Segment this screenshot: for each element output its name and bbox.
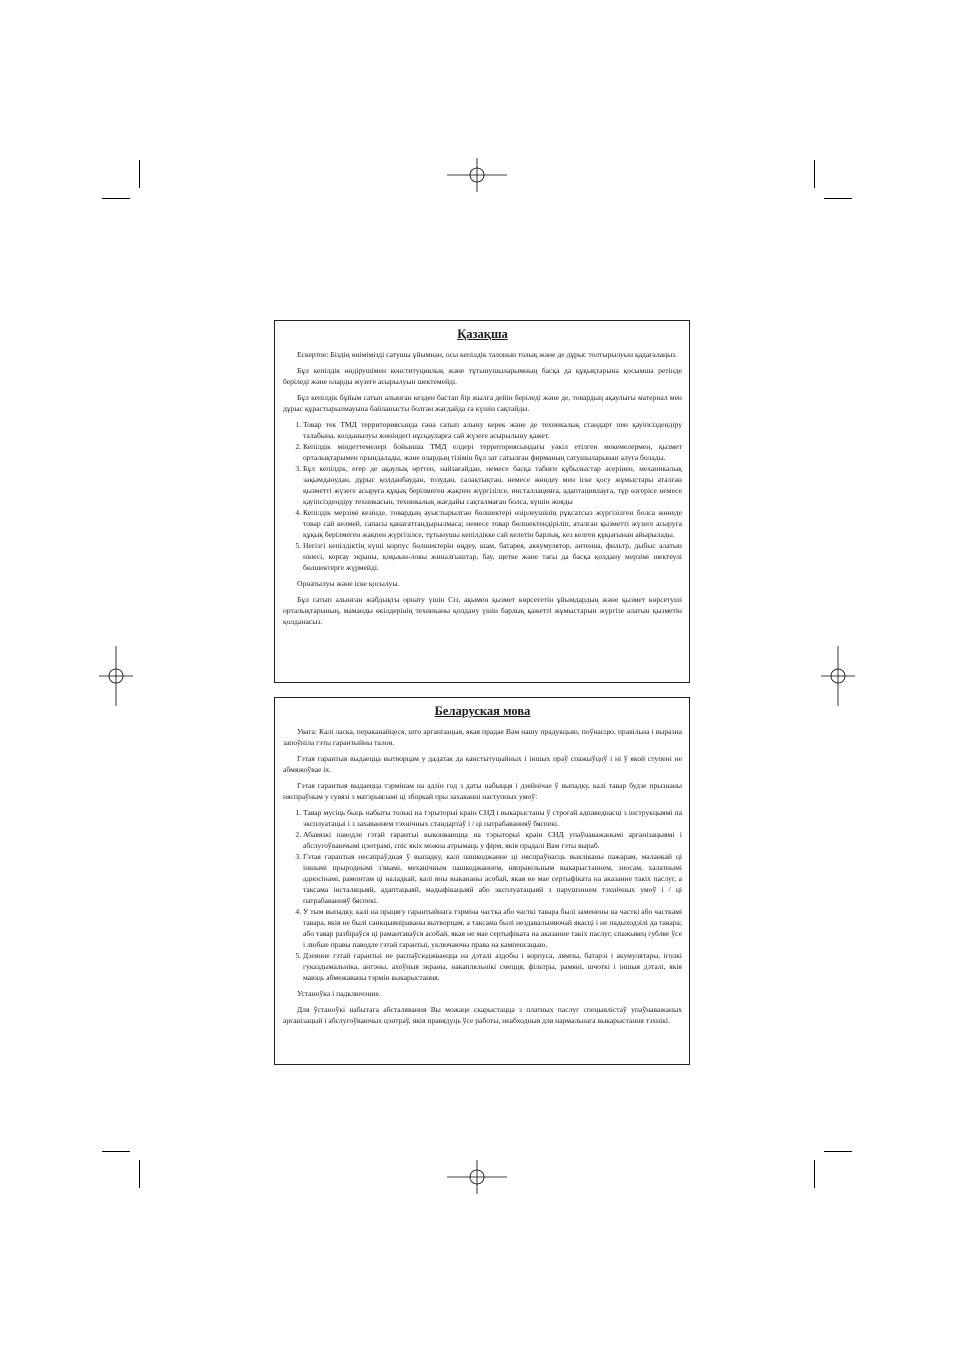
kazakh-warranty-section xyxy=(274,320,690,683)
paragraph: Бұл кепілдік бұйым сатып алынған кезден бастап бір жылға дейін беріледі және де, товардың ақаулығы материал мен дұрыс құрастырылмауына байланысты болған жағдайда ға күшін сақтайды. xyxy=(283,393,682,413)
conditions-list xyxy=(283,807,682,983)
list-item: 2. Кепілдік міндеттемелері бойынша ТМД елдері территориясындағы уәкіл етілген мекемелермен, қызмет орталықтарымен орындалады, және олардың тізімін бұл зат сатылған фирманың сатушыларынан алуға болады. xyxy=(303,441,682,463)
registration-mark-icon xyxy=(447,1160,507,1194)
section-title: Қазақша xyxy=(457,327,508,341)
list-item: 4. Кепілдік мерзімі кезінде, товардың ауыстырылған бөлшектері өзірлеушінің рұқсатсыз жүргізілген болса жөнеде товар сай келмей, сапасы қанағаттандырылмаса; немесе товар бөлшектендіріліп, аталған қызметті жүзеге асыруға құқық берілмеген жақпен жүргізілсе, тұтынушы кепілдікке сай келетін барлық, кез келген құқығынан айырылады. xyxy=(303,507,682,540)
install-text: Бұл сатып алынған жабдықты орнату үшін Сіз, ақымен қызмет көрсететін ұйымдардың және қызмет көрсетуші орталықтарының, маманды өкілдерінің техниканы қолдану үшін барлық қажетті жұмыстарын жүргізе алатын қызметін қолданасыз. xyxy=(283,595,682,626)
paragraph: Бұл кепілдік өндірушімен конституциялық және тұтынушыларымның басқа да құқықтарына қосымша ретінде беріледі және оларды жүзеге асырылуын шектемейді. xyxy=(283,366,682,386)
install-title: Устаноўка і падключэнне. xyxy=(297,989,381,998)
crop-mark xyxy=(139,1160,140,1188)
note-paragraph: Ескертпе: Біздің өнімімізді сатушы ұйымнан, осы кепілдік талонын толық және де дұрыс толтырылуын қадағалаңыз. xyxy=(297,350,678,359)
list-item: 1. Тавар мусіць быць набыты толькі на тэрыторыі краін СНД і выкарыстаны ў строгай адпаведнасці з інструкцыямі па эксплуатацыі і з захаваннем тэхнічных стандартаў і / ці патрабаванняў бяспекі. xyxy=(303,807,682,829)
crop-mark xyxy=(139,160,140,188)
crop-mark xyxy=(814,1160,815,1188)
conditions-list xyxy=(283,419,682,573)
install-title: Орнатылуы және іске қосылуы. xyxy=(297,579,400,588)
paragraph: Гэтая гарантыя выдаецца тэрмінам на адзін год з даты набыцця і дзейнічае ў выпадку, калі тавар будзе прызнаны няспраўным у сувязі з матэрыяламі ці зборкай пры захаванні наступных умоў: xyxy=(283,781,682,801)
crop-mark xyxy=(102,198,130,199)
registration-mark-icon xyxy=(447,158,507,192)
list-item: 2. Абавязкі паводле гэтай гарантыі выконваюцца на тэрыторыі краін СНД упаўнаважанымі арганізацыямі і абслугоўваючымі цэнтрамі, спіс якіх можна атрымаць у фірм, якія прадалі Вам гэты выраб. xyxy=(303,829,682,851)
list-item: 5. Дзеянне гэтай гарантыі не распаўсюджваецца на дэталі аздобы і корпуса, лямпы, батарэі і акумулятары, іголкі гуказдымальніка, антэны, ахоўныя экраны, накапляльнікі смецця, фільтры, рамяні, шчоткі і іншыя дэталі, якія маюць абмежаваны тэрмін выкарыстання. xyxy=(303,950,682,983)
crop-mark xyxy=(814,160,815,188)
crop-mark xyxy=(102,1151,130,1152)
list-item: 5. Негізгі кепілдіктің күші корпус бөлшектерін өңдеу, шам, батарея, аккумулятор, антенна, фильтр, дыбыс алатын иінесі, корғау экраны, қоқыын-локы жиналғыштар, бау, щетке және тағы да басқа қолдану мерзімі шектеулі бөлшектерге жүрмейді. xyxy=(303,540,682,573)
crop-mark xyxy=(824,1151,852,1152)
registration-mark-icon xyxy=(99,646,133,706)
section-title: Беларуская мова xyxy=(434,704,531,718)
note-paragraph: Увага: Калі ласка, пераканайцеся, што арганізацыя, якая прадае Вам нашу прадукцыю, поўнасцю, правільна і выразна запоўніла гэты гарантыйны талон. xyxy=(283,727,682,747)
belarusian-warranty-section xyxy=(274,697,690,1065)
list-item: 4. У тым выпадку, калі на працягу гарантыйнага тэрміна частка або часткі тавара былі заменены на часткі або часткамі тавара, якія не былі санкцыяніраваны вытворцам, а таксама былі нездавальняючай якасці і не падыходзілі да тавара; або тавар разбіраўся ці рамантаваўся асобай, якая не мае сертыфіката на аказанне такіх паслуг, спажывец губляе ўсе і любые правы паводле гэтай гарантыі, уключаючы права на кампенсацыю. xyxy=(303,906,682,950)
list-item: 1. Товар тек ТМД территориясында ғана сатып алыну керек және де техникалық стандарт пен қауіпсіздендіру талабына, колданылуы жөніндегі нұсқауларға сай жүзеге асырылыну қажет. xyxy=(303,419,682,441)
crop-mark xyxy=(824,198,852,199)
registration-mark-icon xyxy=(821,646,855,706)
list-item: 3. Бұл кепілдік, егер де ақаулық өрттен, найзағайдан, немесе басқа табиғи құбылыстар әсерінен, механикалық зақымданудан, дұрыс қолданбаудан, тозудан, салақтықтан, немесе жөндеу мен іске қосу жұмыстары аталған қызметті жүзеге асыруға құқық берілмеген жақпен жүргізілсе, инсталлацияға, адаптациялауға, тұр өзгерісе немесе қауіпсіздендіру техникасын, техникалық жағдайы сақталмаған болса, күшін жояды xyxy=(303,463,682,507)
list-item: 3. Гэтая гарантыя несапраўдная ў выпадку, калі пашкоджанне ці няспраўнасць выкліканы пажарам, маланкай ці іншымі прыроднымі з'явамі, механічным пашкоджаннем, няправільным выкарыстаннем, зносам, халатнымі адносінамі, рамонтам ці наладкай, калі яны выкананы асобай, якая не мае сертыфіката на аказанне такіх паслуг, а таксама інсталяцыяй, адаптацыяй, мадыфікацыяй або эксплуатацыяй з парушэннем тэхнічных умоў і / ці патрабаванняў бяспекі. xyxy=(303,851,682,906)
install-text: Для ўстаноўкі набытага абсталявання Вы можаце скарыстацца з платных паслуг спецыялістаў упаўнаважаных арганізацый і абслугоўваючых цэнтраў, якія правядуць ўсе работы, неабходныя для нармальнага выкарыстання тэхнікі. xyxy=(283,1005,682,1025)
paragraph: Гэтая гарантыя выдаецца вытворцам у дадатак да канстытуцыйных і іншых праў спажыўцоў і ні ў якой ступені не абмяжоўвае іх. xyxy=(283,754,682,774)
